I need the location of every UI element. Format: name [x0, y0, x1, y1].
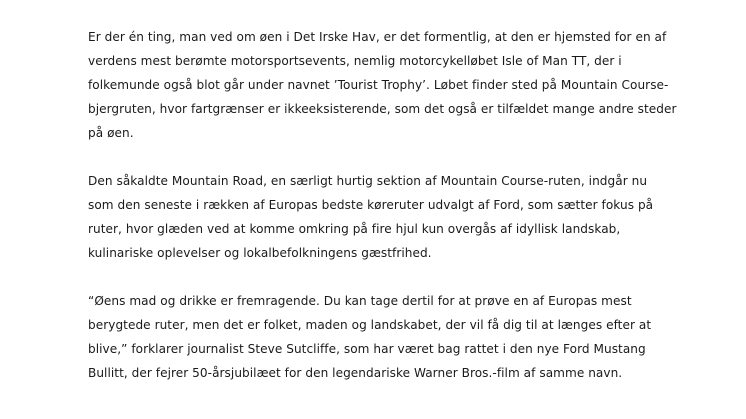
document-body — [88, 25, 680, 385]
text-line: “Øens mad og drikke er fremragende. Du kan tage dertil for at prøve en af Europas mest — [88, 294, 632, 308]
text-line: blive,” forklarer journalist Steve Sutcliffe, som har været bag rattet i den nye Ford Mustang — [88, 342, 646, 356]
paragraph-3 — [88, 289, 680, 385]
text-line: verdens mest berømte motorsportsevents, nemlig motorcykelløbet Isle of Man TT, der i — [88, 54, 622, 68]
text-line: som den seneste i rækken af Europas bedste køreruter udvalgt af Ford, som sætter fokus på — [88, 198, 654, 212]
text-line: på øen. — [88, 126, 134, 140]
text-line: Den såkaldte Mountain Road, en særligt hurtig sektion af Mountain Course-ruten, indgår nu — [88, 174, 648, 188]
paragraph-1 — [88, 25, 680, 145]
text-line: Er der én ting, man ved om øen i Det Irske Hav, er det formentlig, at den er hjemsted for en af — [88, 30, 667, 44]
text-line: ruter, hvor glæden ved at komme omkring på fire hjul kun overgås af idyllisk landskab, — [88, 222, 621, 236]
text-line: bjergruten, hvor fartgrænser er ikkeeksisterende, som det også er tilfældet mange andre steder — [88, 102, 677, 116]
text-line: kulinariske oplevelser og lokalbefolkningens gæstfrihed. — [88, 246, 432, 260]
paragraph-2 — [88, 169, 680, 265]
text-line: folkemunde også blot går under navnet ’Tourist Trophy’. Løbet finder sted på Mountain Course- — [88, 78, 669, 92]
text-line: Bullitt, der fejrer 50-årsjubilæet for den legendariske Warner Bros.-film af samme navn. — [88, 366, 623, 380]
text-line: berygtede ruter, men det er folket, maden og landskabet, der vil få dig til at længes efter at — [88, 318, 652, 332]
